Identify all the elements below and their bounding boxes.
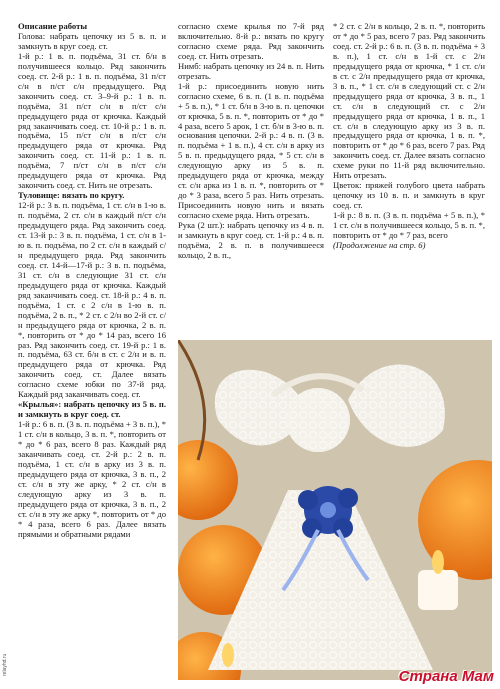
col1-paragraph: Описание работы [18, 21, 88, 31]
head-lace [286, 388, 350, 452]
col1-paragraph: «Крылья»: набрать цепочку из 5 в. п. и замкнуть в круг соед. ст. [18, 399, 166, 420]
column-2 [178, 22, 324, 261]
column-3 [333, 22, 485, 251]
angel-photo [178, 340, 492, 680]
col1-paragraph: Голова: набрать цепочку из 5 в. п. и замкнуть в круг соед. ст. [18, 30, 166, 51]
col1-paragraph: 12-й р.: 3 в. п. подъёма, 1 ст. с/н в 1-ю в. п. подъёма, 2 ст. с/н в каждый п/ст с/н предыдущего ряда. Ряд закончить соед. ст. 13-й р.: 3 в. п. подъёма, 1 ст. с/н в 1-ю в. п. подъёма, по 2 ст. с/н в каждый с/н предыдущего ряда. Ряд закончить соед. ст. 14-й—17-й р.: 3 в. п. подъёма, 31 ст. с/н в следующие 31 ст. с/н предыдущего ряда от крючка. Каждый ряд заканчивать соед. ст. 18-й р.: 4 в. п. подъёма, 1 ст. с 2 с/н в 1-ю в. п. подъёма, 2 в. п., * 2 ст. с 2/н во 2-й ст. с/н предыдущего ряда от крючка, 2 в. п. *, повторить от * до * 14 раз, всего 16 раз. Ряд закончить соед. ст. 19-й р.: 1 в. п. подъёма, 63 ст. б/н в ст. с 2/н и в. п. предыдущего ряда от крючка. Ряд закончить соед. ст. Далее вязать согласно схеме юбки по 37-й ряд. Каждый ряд заканчивать соед. ст. [18, 200, 166, 400]
col2-paragraph: Рука (2 шт.): набрать цепочку из 4 в. п. и замкнуть в круг соед. ст. 1-й р.: 4 в. п. подъёма, 2 в. п. в получившееся кольцо, 2 в. п., [178, 220, 324, 260]
candle-bottom-flame [222, 643, 234, 667]
col3-paragraph: Цветок: пряжей голубого цвета набрать цепочку из 10 в. п. и замкнуть в круг соед. ст. [333, 180, 485, 211]
col2-paragraph: согласно схеме крылья по 7-й ряд включительно. 8-й р.: вязать по кругу согласно схеме ряда. Ряд закончить соед. ст. Нить отрезать. [178, 21, 324, 61]
col2-paragraph: Нимб: набрать цепочку из 24 в. п. Нить отрезать. [178, 60, 324, 81]
flower-petal-1 [298, 490, 318, 510]
col1-paragraph: 1-й р.: 6 в. п. (3 в. п. подъёма + 3 в. п.), * 1 ст. с/н в кольцо, 3 в. п. *, повторить от * до * 6 раз, всего 8 раз. Каждый ряд заканчивать соед. ст. 2-й р.: 2 в. п. подъёма, 1 ст. с/н в арку из 3 в. п. предыдущего ряда от крючка, 3 в. п., 2 ст. с/н в эту же арку, * 2 ст. с/н в следующую арку из 3 в. п. предыдущего ряда от крючка, 3 в. п., 2 ст. с/н в эту же арку *, повторить от * до * 4 раза, всего 6 раз. Далее вязать прямыми и обратными рядами [18, 419, 166, 539]
candle [418, 570, 458, 610]
flower-petal-4 [302, 518, 322, 538]
col3-paragraph: (Продолжение на стр. 6) [333, 239, 426, 250]
watermark: Страна Мам [398, 668, 494, 685]
col2-paragraph: 1-й р.: присоединить новую нить согласно схеме, 6 в. п. (1 в. п. подъёма + 5 в. п.), * 1 ст. б/н в 3-ю в. п. цепочки от крючка, 5 в. п. *, повторить от * до * 4 раза, всего 5 арок, 1 ст. б/н в 3-ю в. п. основания цепочки. 2-й р.: 4 в. п. (3 в. п. подъёма + 1 в. п.), 4 ст. с/н в арку из 5 в. п. предыдущего ряда, * 5 ст. с/н в следующую арку из 5 в. п. предыдущего ряда от крючка, между ст. с/н арка из 1 в. п. *, повторить от * до * 3 раза, всего 5 раз. Нить отрезать. Присоединить новую нить и вязать согласно схеме ряда. Нить отрезать. [178, 80, 324, 221]
flower-petal-2 [338, 488, 358, 508]
col1-paragraph: 1-й р.: 1 в. п. подъёма, 31 ст. б/н в получившееся кольцо. Ряд закончить соед. ст. 2-й р.: 1 в. п. подъёма, 31 п/ст с/н в п/ст с/н предыдущего. Ряд закончить соед. ст. 3–9-й р.: 1 в. п. подъёма, 31 п/ст с/н в п/ст с/н предыдущего ряда от крючка. Каждый ряд заканчивать соед. ст. 10-й р.: 1 в. п. подъёма, 15 п/ст с/н в п/ст с/н предыдущего ряда от крючка. Ряд закончить соед. ст. 11-й р.: 1 в. п. подъёма, 7 п/ст с/н в п/ст с/н предыдущего ряда от крючка. Ряд закончить соед. ст. Нить не отрезать. [18, 50, 166, 191]
credit-text: relayhd.ru [2, 653, 8, 676]
flower-center [320, 502, 336, 518]
flower-petal-3 [333, 518, 353, 538]
column-1 [18, 22, 166, 540]
col3-paragraph: 1-й р.: 8 в. п. (3 в. п. подъёма + 5 в. п.), * 1 ст. с/н в получившееся кольцо, 5 в. п. *, повторить от * до * 7 раз, всего [333, 210, 485, 241]
col3-paragraph: * 2 ст. с 2/н в кольцо, 2 в. п. *, повторить от * до * 5 раз, всего 7 раз. Ряд закончить соед. ст. 2-й р.: 6 в. п. (3 в. п. подъёма + 3 в. п.), 1 ст. с/н в 1-й ст. с 2/н предыдущего ряда от крючка, * 1 ст. с/н в ст. с 2/н предыдущего ряда от крючка, 3 в. п., * 1 ст. с/н в следующий ст. с 2/н предыдущего ряда от крючка, 3 в. п., 1 ст. с/н в следующий ст. с 2/н предыдущего ряда от крючка, 1 в. п., 1 ст. с/н в следующую арку из 3 в. п. предыдущего ряда от крючка, 1 в. п. *, повторить от * до * 6 раз, всего 7 раз. Ряд закончить соед. ст. Далее вязать согласно схеме руки по 11-й ряд включительно. Нить отрезать. [333, 21, 485, 181]
col1-paragraph: Туловище: вязать по кругу. [18, 190, 125, 201]
candle-flame [432, 550, 444, 574]
